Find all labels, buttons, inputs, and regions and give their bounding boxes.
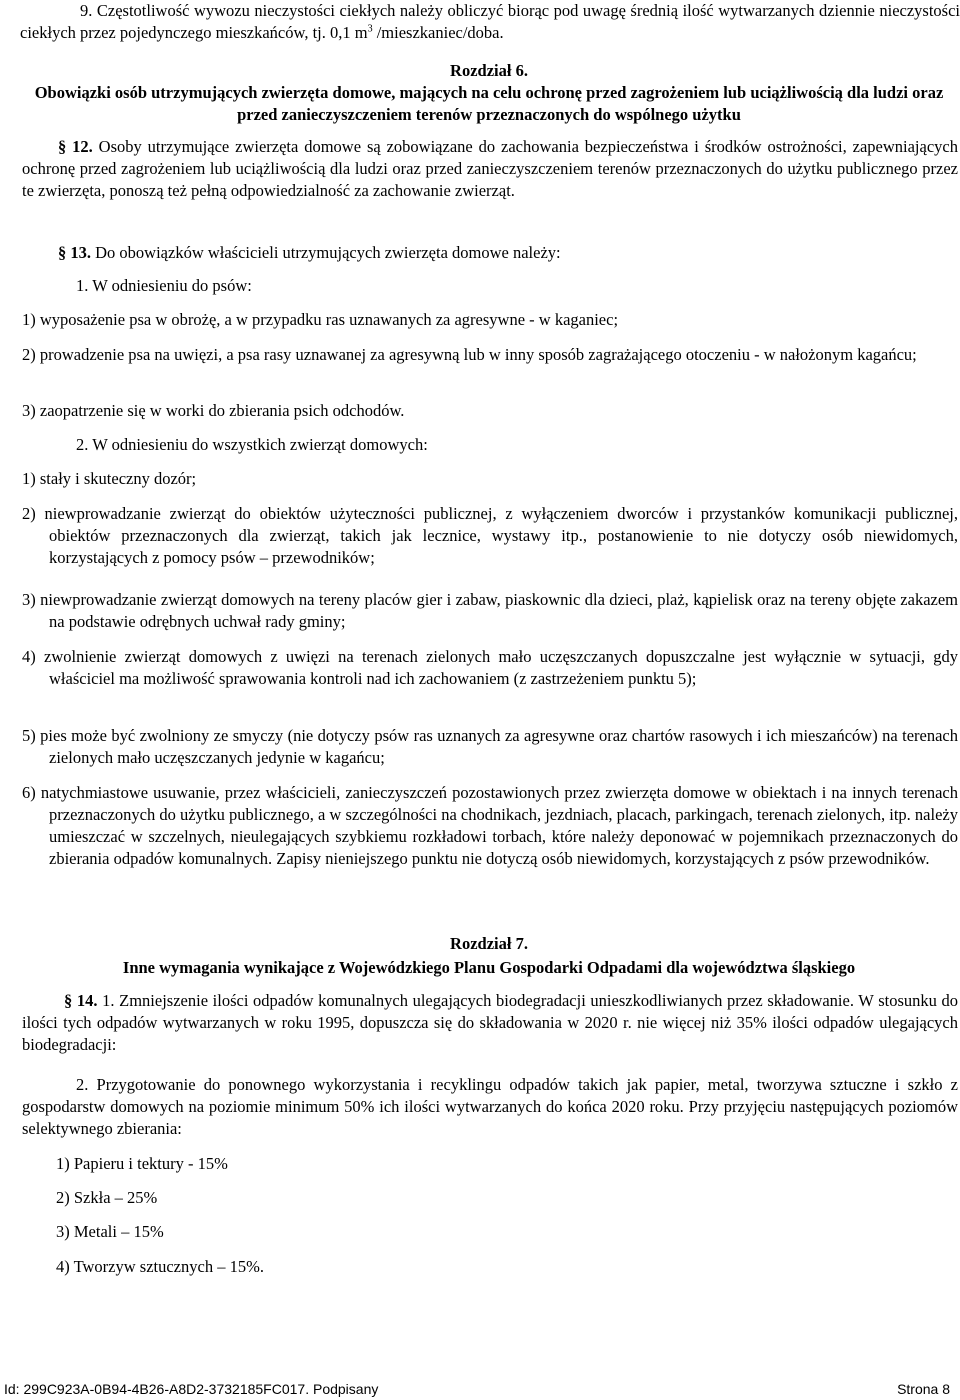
level-2: 2) Szkła – 25% <box>56 1188 158 1207</box>
all-item-3: 3) niewprowadzanie zwierząt domowych na tereny placów gier i zabaw, piaskownic dla dzieci, plaż, kąpielisk oraz na tereny objęte zakazem na podstawie odrębnych uchwał rady gminy; <box>22 590 958 631</box>
section-13-text: Do obowiązków właścicieli utrzymujących zwierzęta domowe należy: <box>91 243 561 262</box>
section-12-number: § 12. <box>58 137 93 156</box>
section-12-text: Osoby utrzymujące zwierzęta domowe są zobowiązane do zachowania bezpieczeństwa i środków ostrożności, zapewniających ochronę przed zagrożeniem lub uciążliwością dla ludzi oraz przed zanieczyszczeniem terenów przeznaczonych do użytku publicznego przez te zwierzęta, ponoszą też pełną odpowiedzialność za zachowanie zwierząt. <box>22 137 958 200</box>
all-item-1: 1) stały i skuteczny dozór; <box>22 469 197 488</box>
section-14 <box>22 990 958 1056</box>
all-item-6: 6) natychmiastowe usuwanie, przez właścicieli, zanieczyszczeń pozostawionych przez zwierzęta domowe w obiektach i na innych terenach przeznaczonych do użytku publicznego, a w szczególności na chodnikach, jezdniach, placach, parkingach, terenach zielonych, itp. należy umieszczać w szczelnych, nieulegających szybkiemu rozkładowi torbach, które należy deponować w pojemnikach przeznaczonych do zbierania odpadów komunalnych. Zapisy nieniejszego punktu nie dotyczą osób niewidomych, korzystających z psów przewodników. <box>22 783 958 868</box>
paragraph-9-end: /mieszkaniec/doba. <box>372 23 504 42</box>
chapter-7-title: Rozdział 7. <box>450 934 528 953</box>
dogs-item-1: 1) wyposażenie psa w obrożę, a w przypadku ras uznawanych za agresywne - w kaganiec; <box>22 310 619 329</box>
paragraph-9-text: 9. Częstotliwość wywozu nieczystości ciekłych należy obliczyć biorąc pod uwagę średnią ilość wytwarzanych dziennie nieczystości ciekłych przez pojedynczego mieszkańców, tj. 0,1 m <box>20 1 960 42</box>
all-item-5: 5) pies może być zwolniony ze smyczy (nie dotyczy psów ras uznanych za agresywne oraz chartów rasowych i ich mieszańców) na terenach zielonych mało uczęszczanych jedynie w kagańcu; <box>22 726 958 767</box>
section-14-number: § 14. <box>64 991 98 1010</box>
dogs-item-2: 2) prowadzenie psa na uwięzi, a psa rasy uznawanej za agresywną lub w inny sposób zagrażającego otoczeniu - w nałożonym kagańcu; <box>22 345 917 364</box>
chapter-6-subtitle: Obowiązki osób utrzymujących zwierzęta domowe, mających na celu ochronę przed zagrożeniem lub uciążliwością dla ludzi oraz przed zanieczyszczeniem terenów przeznaczonych do wspólnego użytku <box>34 83 944 124</box>
paragraph-2: 2. Przygotowanie do ponownego wykorzystania i recyklingu odpadów takich jak papier, metal, tworzywa sztuczne i szkło z gospodarstw domowych na poziomie minimum 50% ich ilości wytwarzanych do końca 2020 roku. Przy przyjęciu następujących poziomów selektywnego zbierania: <box>22 1075 958 1138</box>
section-13 <box>58 242 561 264</box>
all-item-4: 4) zwolnienie zwierząt domowych z uwięzi na terenach zielonych mało uczęszczanych dopuszczalne jest wyłącznie w sytuacji, gdy właściciel ma możliwość sprawowania kontroli nad ich zachowaniem (z zastrzeżeniem punktu 5); <box>22 647 958 688</box>
document-id: Id: 299C923A-0B94-4B26-A8D2-3732185FC017. Podpisany <box>4 1381 379 1397</box>
section-12 <box>22 136 958 202</box>
level-1: 1) Papieru i tektury - 15% <box>56 1154 228 1173</box>
all-animals-heading: 2. W odniesieniu do wszystkich zwierząt domowych: <box>76 435 428 454</box>
dogs-heading: 1. W odniesieniu do psów: <box>76 276 252 295</box>
superscript: 3 <box>367 23 373 35</box>
all-item-2: 2) niewprowadzanie zwierząt do obiektów użyteczności publicznej, z wyłączeniem dworców i przystanków komunikacji publicznej, obiektów przeznaczonych dla zwierząt, takich jak lecznice, wystawy itp., postanowienie to nie dotyczy osób niewidomych, korzystających z pomocy psów – przewodników; <box>22 504 958 567</box>
chapter-6-title: Rozdział 6. <box>450 61 528 80</box>
level-4: 4) Tworzyw sztucznych – 15%. <box>56 1257 264 1276</box>
section-13-number: § 13. <box>58 243 91 262</box>
chapter-7-subtitle: Inne wymagania wynikające z Wojewódzkiego Planu Gospodarki Odpadami dla województwa śląskiego <box>122 958 856 977</box>
section-14-text: 1. Zmniejszenie ilości odpadów komunalnych ulegających biodegradacji unieszkodliwianych przez składowanie. W stosunku do ilości tych odpadów wytwarzanych w roku 1995, dopuszcza się do składowania w 2020 r. nie więcej niż 35% ilości odpadów ulegających biodegradacji: <box>22 991 959 1054</box>
dogs-item-3: 3) zaopatrzenie się w worki do zbierania psich odchodów. <box>22 401 405 420</box>
level-3: 3) Metali – 15% <box>56 1222 164 1241</box>
paragraph-9 <box>20 0 960 44</box>
page-number: Strona 8 <box>897 1381 950 1397</box>
